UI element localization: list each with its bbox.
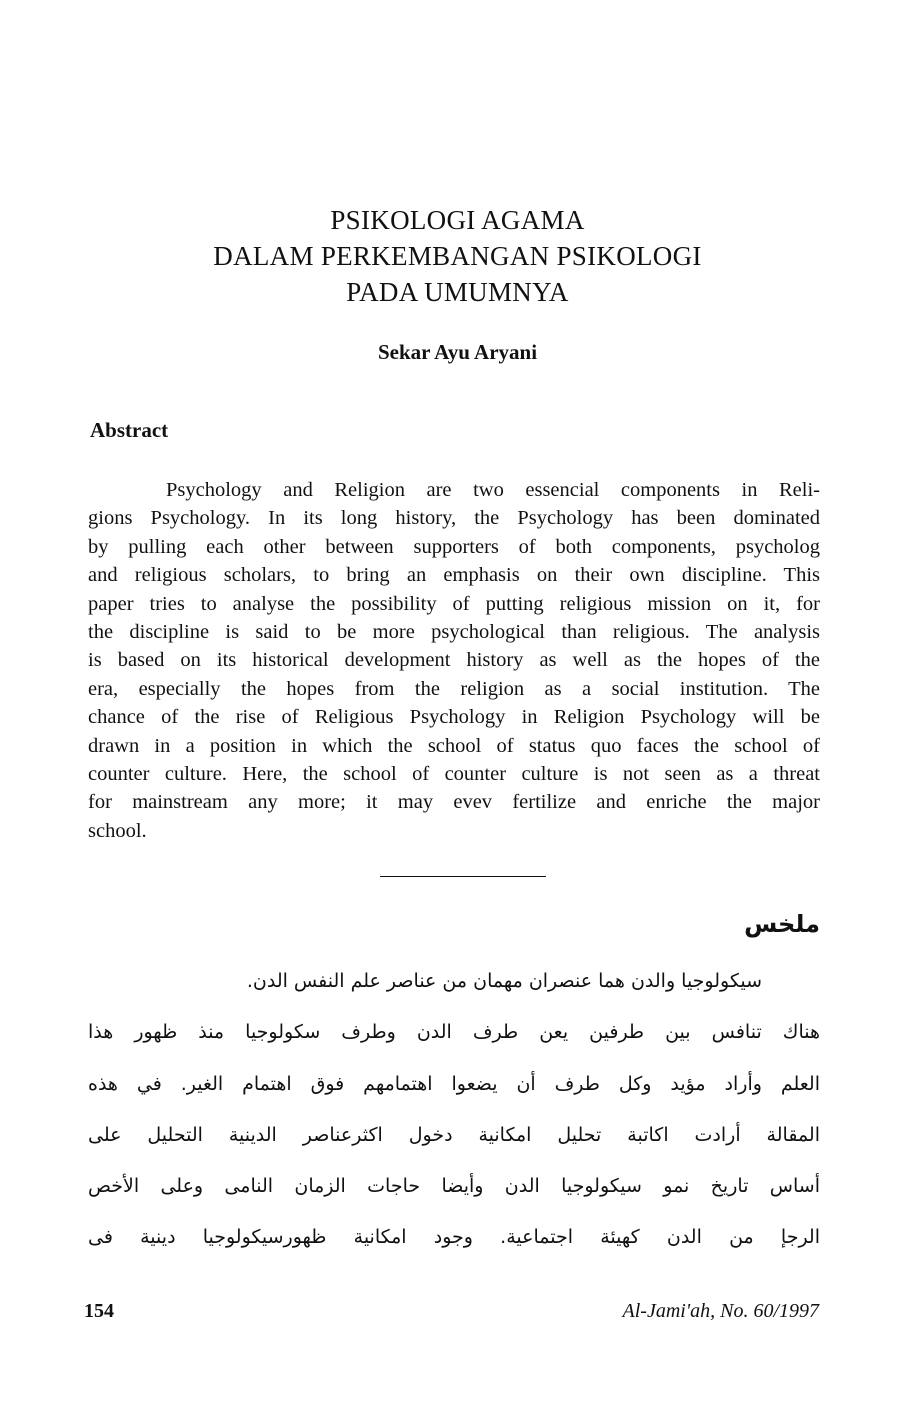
- arabic-abstract-heading: ملخس: [744, 910, 820, 938]
- abstract-line: the discipline is said to be more psychological than religious. The analysis: [88, 621, 820, 644]
- abstract-line: and religious scholars, to bring an emphasis on their own discipline. This: [88, 564, 820, 587]
- arabic-line: أساس تاريخ نمو سيكولوجيا الدن وأيضا حاجات الزمان النامى وعلى الأخص: [88, 1175, 820, 1198]
- abstract-heading: Abstract: [90, 418, 169, 442]
- abstract-line: drawn in a position in which the school of status quo faces the school of: [88, 734, 820, 757]
- arabic-line: الرجإ من الدن كهيئة اجتماعية. وجود امكانية ظهورسيكولوجيا دينية فى: [88, 1226, 820, 1249]
- arabic-line: هناك تنافس بين طرفين يعن طرف الدن وطرف سكولوجيا منذ ظهور هذا: [88, 1021, 820, 1044]
- abstract-line: is based on its historical development history as well as the hopes of the: [88, 649, 820, 672]
- abstract-line: chance of the rise of Religious Psychology in Religion Psychology will be: [88, 706, 820, 729]
- abstract-line: school.: [88, 819, 147, 842]
- title-line: DALAM PERKEMBANGAN PSIKOLOGI: [213, 241, 702, 271]
- author-name: Sekar Ayu Aryani: [377, 340, 538, 364]
- abstract-line: paper tries to analyse the possibility of putting religious mission on it, for: [88, 592, 820, 615]
- abstract-line: Psychology and Religion are two essencial components in Reli-: [166, 479, 820, 501]
- arabic-abstract-body: [88, 956, 820, 1264]
- page-number: 154: [84, 1300, 114, 1322]
- arabic-line: العلم وأراد مؤيد وكل طرف أن يضعوا اهتمامهم فوق اهتمام الغير. في هذه: [88, 1072, 820, 1095]
- abstract-line: gions Psychology. In its long history, the Psychology has been dominated: [88, 507, 820, 530]
- article-title: [0, 202, 915, 310]
- abstract-line: era, especially the hopes from the religion as a social institution. The: [88, 677, 820, 700]
- abstract-line: for mainstream any more; it may evev fertilize and enriche the major: [88, 791, 820, 814]
- arabic-line: سيكولوجيا والدن هما عنصران مهمان من عناصر علم النفس الدن.: [246, 970, 762, 992]
- abstract-line: counter culture. Here, the school of counter culture is not seen as a threat: [88, 763, 820, 786]
- journal-citation: Al-Jami'ah, No. 60/1997: [622, 1300, 819, 1322]
- section-divider: [380, 876, 546, 877]
- title-line: PADA UMUMNYA: [346, 277, 569, 307]
- abstract-body: [88, 476, 820, 845]
- arabic-line: المقالة أرادت اكاتبة تحليل امكانية دخول اكثرعناصر الدينية التحليل على: [88, 1123, 820, 1146]
- title-line: PSIKOLOGI AGAMA: [330, 205, 585, 235]
- abstract-line: by pulling each other between supporters of both components, psycholog: [88, 535, 820, 558]
